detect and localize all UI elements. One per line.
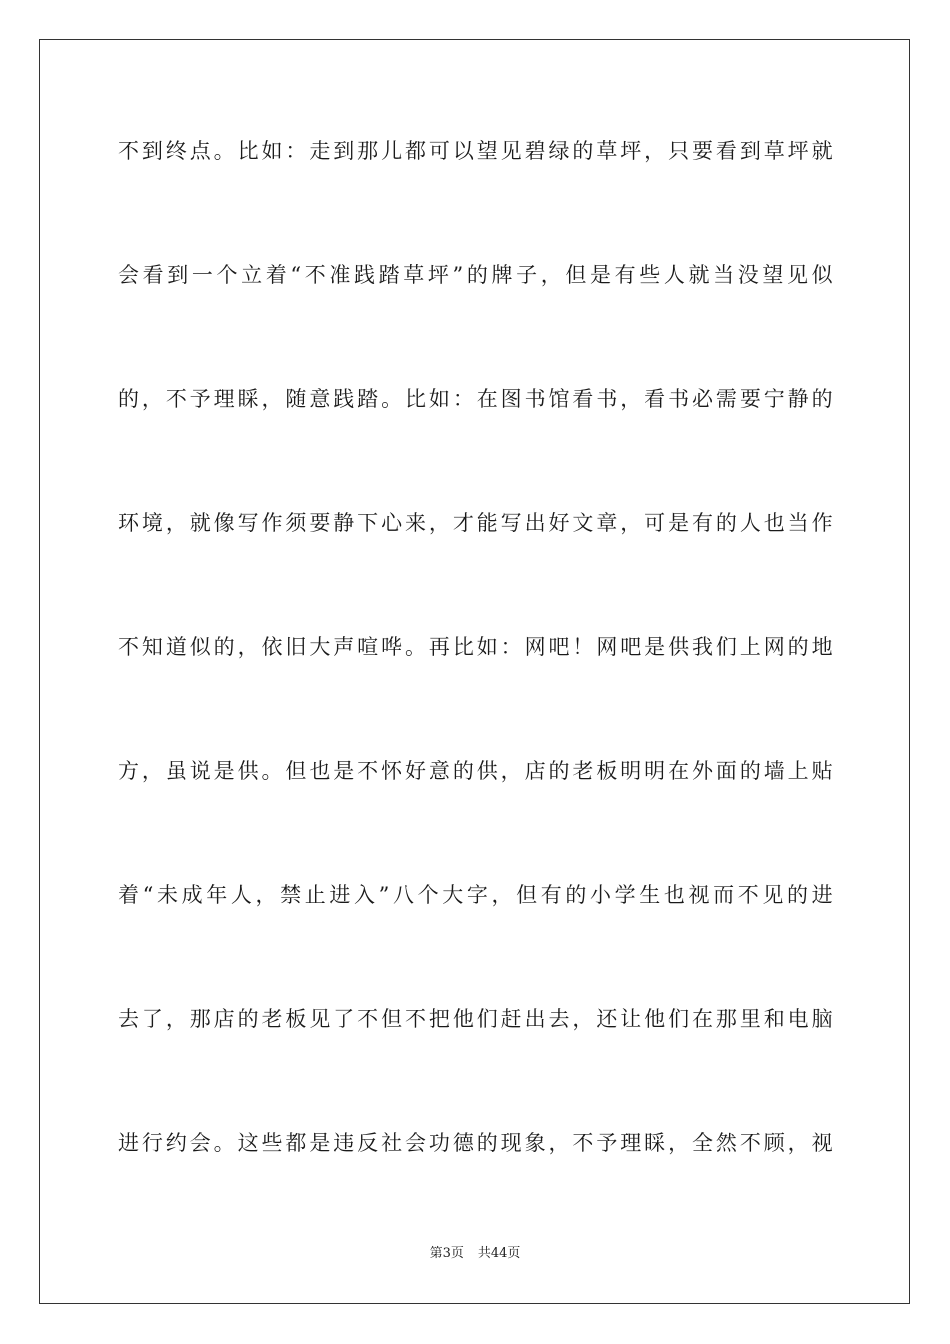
text-line-5: 不知道似的，依旧大声喧哗。再比如：网吧！网吧是供我们上网的地 bbox=[118, 635, 833, 659]
text-line-3: 的，不予理睬，随意践踏。比如：在图书馆看书，看书必需要宁静的 bbox=[118, 387, 833, 411]
text-line-6: 方，虽说是供。但也是不怀好意的供，店的老板明明在外面的墙上贴 bbox=[118, 759, 833, 783]
text-line-4: 环境，就像写作须要静下心来，才能写出好文章，可是有的人也当作 bbox=[118, 511, 833, 535]
page-number-total: 共44页 bbox=[477, 1246, 521, 1261]
text-line-1: 不到终点。比如：走到那儿都可以望见碧绿的草坪，只要看到草坪就 bbox=[118, 139, 833, 163]
text-line-7: 着“未成年人，禁止进入”八个大字，但有的小学生也视而不见的进 bbox=[118, 883, 833, 907]
page-footer bbox=[0, 1244, 950, 1264]
page-number-current: 第3页 bbox=[429, 1246, 464, 1261]
document-body bbox=[118, 125, 833, 1241]
text-line-9: 进行约会。这些都是违反社会功德的现象，不予理睬，全然不顾，视 bbox=[118, 1131, 833, 1155]
text-line-2: 会看到一个立着“不准践踏草坪”的牌子，但是有些人就当没望见似 bbox=[118, 263, 833, 287]
text-line-8: 去了，那店的老板见了不但不把他们赶出去，还让他们在那里和电脑 bbox=[118, 1007, 833, 1031]
